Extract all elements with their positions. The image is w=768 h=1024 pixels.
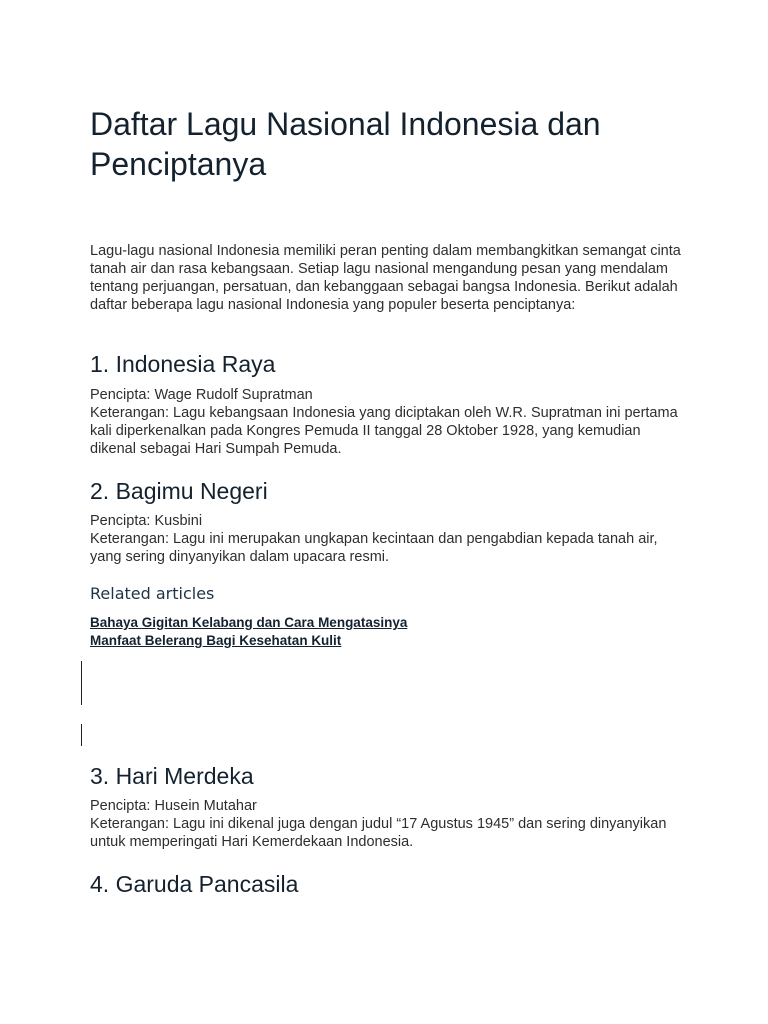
song-details-1 (90, 386, 680, 458)
song-creator: Pencipta: Wage Rudolf Supratman (90, 387, 313, 403)
song-heading-1: 1. Indonesia Raya (90, 351, 276, 377)
song-note: Keterangan: Lagu kebangsaan Indonesia yang diciptakan oleh W.R. Supratman ini pertama kali diperkenalkan pada Kongres Pemuda II tanggal 28 Oktober 1928, yang kemudian dikenal sebagai Hari Sumpah Pemuda. (90, 405, 678, 457)
intro-paragraph: Lagu-lagu nasional Indonesia memiliki peran penting dalam membangkitkan semangat cinta tanah air dan rasa kebangsaan. Setiap lagu nasional mengandung pesan yang mendalam tentang perjuangan, persatuan, dan kebanggaan sebagai bangsa Indonesia. Berikut adalah daftar beberapa lagu nasional Indonesia yang populer beserta penciptanya: (90, 243, 681, 313)
related-article-link[interactable]: Manfaat Belerang Bagi Kesehatan Kulit (90, 633, 342, 648)
song-heading-4: 4. Garuda Pancasila (90, 871, 299, 897)
related-articles-list (90, 614, 407, 650)
song-heading-3: 3. Hari Merdeka (90, 763, 254, 789)
text-cursor-mark (81, 724, 82, 746)
song-creator: Pencipta: Kusbini (90, 513, 203, 529)
song-heading-2: 2. Bagimu Negeri (90, 478, 268, 504)
related-article-link[interactable]: Bahaya Gigitan Kelabang dan Cara Mengatasinya (90, 615, 408, 630)
text-cursor-mark (81, 661, 82, 705)
song-note: Keterangan: Lagu ini merupakan ungkapan kecintaan dan pengabdian kepada tanah air, yang sering dinyanyikan dalam upacara resmi. (90, 531, 658, 565)
page-title: Daftar Lagu Nasional Indonesia dan Penciptanya (90, 106, 601, 182)
song-creator: Pencipta: Husein Mutahar (90, 798, 257, 814)
song-note: Keterangan: Lagu ini dikenal juga dengan judul “17 Agustus 1945” dan sering dinyanyikan untuk memperingati Hari Kemerdekaan Indonesia. (90, 816, 667, 850)
song-details-2 (90, 512, 680, 566)
related-articles-title: Related articles (90, 584, 215, 603)
song-details-3 (90, 797, 680, 851)
